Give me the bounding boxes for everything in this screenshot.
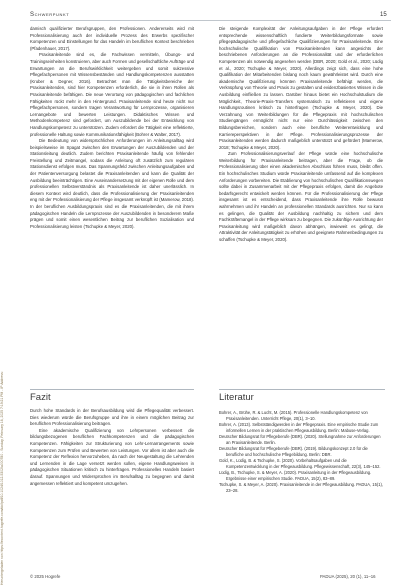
copyright-footer: © 2025 Hogrefe bbox=[30, 574, 61, 579]
body-paragraph: Zum Professionalisierungsverlauf der Pflege würde eine hochschulische Weiterbildung für Praxisanleitende beitragen, aber die Frage, ob die Professionalisierung über einen akademischen Abschluss führen muss, bleibt offen. Ein hochschulisches Studium würde Praxisanleitende umfassend auf die komplexen Anforderungen vorbereiten. Die Etablierung von hochschulischen Qualifikationswegen sollte dabei in Zusammenarbeit mit der Pflegepraxis erfolgen, damit die Angebote bedarfsgerecht entwickelt werden können. Für die Professionalisierung der Pflege insgesamt ist es entscheidend, dass Praxisanleitende ihre Rolle bewusst wahrnehmen und ihr Handeln an professionellen Standards ausrichten. Nur so kann es gelingen, die Qualität der Ausbildung nachhaltig zu sichern und dem Fachkräftemangel in der Pflege wirksam zu begegnen. Die zukünftige Ausrichtung der Praxisanleitung wird maßgeblich davon abhängen, inwieweit es gelingt, die Attraktivität der Anleitungstätigkeit zu erhöhen und geeignete Rahmenbedingungen zu schaffen (Tschupke & Meyer, 2020). bbox=[219, 151, 383, 242]
download-watermark: Heruntergeladen von https://econtent.hogrefe.com/doi/pdf/10.1024/1012-5302/a000780 - Sunday, February 16, 2025 7:19:21 PM - IP Address: bbox=[0, 371, 4, 585]
reference-list bbox=[219, 410, 385, 570]
header-divider bbox=[30, 20, 391, 21]
reference-item: Tschupke, S. & Meyer, A. (2020). Praxisanleitende in der Pflegeausbildung. PADUA, 15(1), 23–28. bbox=[219, 482, 383, 493]
reference-item: Gold, K., Lüdig, B. & Tschupke, S. (2020). Vorbehaltsaufgaben und die Kompetenzentwicklung in der Pflegeausbildung. Pflegewissenschaft, 22(3), 145–152. bbox=[219, 458, 381, 469]
fazit-heading: Fazit bbox=[30, 392, 51, 403]
body-paragraph: damisch qualifizierter Berufsgruppen, den Professionen. Andererseits wird mit Professionalisierung auch der individuelle Prozess des Erwerbs spezifischer Kompetenzen und Einstellungen für das Handeln im beruflichen Kontext beschrieben (Pfadenhauer, 2017). bbox=[30, 26, 194, 51]
page-number: 15 bbox=[380, 12, 387, 18]
literatur-divider bbox=[219, 389, 385, 390]
fazit-text bbox=[30, 408, 194, 570]
section-header-title: Schwerpunkt bbox=[30, 12, 70, 18]
fazit-divider bbox=[30, 389, 194, 390]
reference-item: Bohrer, A. (2013). Selbstständigwerden in der Pflegepraxis. Eine empirische Studie zum informellen Lernen in der praktischen Pflegeausbildung. Berlin: Mabuse-Verlag. bbox=[219, 422, 379, 433]
reference-item: Bohrer, A., Brühe, R. & Lucht, M. (2015). Professionelle Handlungskompetenz von Praxisanleitenden. Unterricht Pflege, 20(1), 3–10. bbox=[219, 410, 368, 421]
body-paragraph: Die Bedeutung von widersprüchlichen Anforderungen im Anleitungsalltag wird beispielsweise im Spagat zwischen den Erwartungen der Auszubildenden und der Stationsleitung deutlich. Zudem berichten Praxisanleitende häufig von fehlender Freistellung und Zeitmangel, sodass die Anleitung oft zusätzlich zum regulären Stationsdienst erfolgen muss. Das Spannungsfeld zwischen Anleitungsaufgaben und der Patientenversorgung belastet die Praxisanleitenden und kann die Qualität der Ausbildung beeinträchtigen. Eine Auseinandersetzung mit der eigenen Rolle und dem professionellen Selbstverständnis als Praxisanleitende ist daher unerlässlich. In diesem Kontext wird deutlich, dass die Professionalisierung der Praxisanleitenden eng mit der Professionalisierung der Pflege insgesamt verknüpft ist (Mamerow, 2018). In der beruflichen Ausbildungspraxis sind es die Praxisanleitenden, die mit ihrem pädagogischen Handeln die Lernprozesse der Auszubildenden in besonderem Maße prägen und somit einen wesentlichen Beitrag zur beruflichen Sozialisation und Professionalisierung leisten (Tschupke & Meyer, 2020). bbox=[30, 138, 194, 229]
journal-citation-footer: PADUA (2025), 20 (1), 11–16 bbox=[320, 574, 376, 579]
body-paragraph: Durch hohe Standards in der Berufsausbildung wird die Pflegequalität verbessert. Dies wiederum würde die Berufsgruppe und ihre in einem möglichen Beitrag zur beruflichen Professionalisierung beitragen. bbox=[30, 408, 194, 427]
literatur-heading: Literatur bbox=[219, 392, 254, 403]
body-paragraph: Praxisanleitende sind es, die Fachwissen vermitteln, Übungs- und Trainingseinheiten konstruieren, aber auch Formen und gesellschaftliche Aufträge und Erwartungen an die Berufswirklichkeit weitergeben und somit sukzessive Pflegefachpersonen mit Wissensbeständen und Handlungskompetenzen ausstatten (Kruber & Degner, 2016). Betrachtet man die Tätigkeitsbereiche der Praxisanleitenden, sind hier Kompetenzen erforderlich, die sie in ihren Rollen als Praxisanleitende befähigen. Die neue Verortung von pädagogischen und fachlichen Fähigkeiten rückt mehr in den Hintergrund. Praxisanleitende sind heute nicht nur Pflegefachpersonen, sondern tragen Verantwortung für Lernprozesse, organisieren Lernangebote und bewerten Leistungen. Didaktisches Wissen und Methodenkompetenz sind gefordert, um Auszubildende bei der Entwicklung von Handlungskompetenz zu unterstützen. Zudem erfordert die Tätigkeit eine reflektierte, professionelle Haltung sowie Kommunikationsfähigkeit (Bohrer & Walter, 2017). bbox=[30, 52, 194, 137]
right-text-column bbox=[219, 26, 383, 383]
body-paragraph: Eine akademische Qualifizierung von Lehrpersonen verbessert die bildungsbezogenen beruflichen Fachkompetenzen und die pädagogischen Kompetenzen. Fähigkeiten zur Strukturierung von Lehr-Lernarrangements sowie Kompetenzen zum Prüfen und Bewerten von Leistungen. Vor allem ist aber auch die Kompetenz der Reflexion hervorzuheben, da nach der Neugestaltung die Lehrenden und Lernenden in die Lage versetzt werden sollen, eigene Handlungsweisen in pädagogischen Situationen kritisch zu hinterfragen. Professionelles Handeln basiert darauf. Spannungen und Widersprüchen im Berufsalltag zu begegnen und damit angemessen reflektiert und kompetent umzugehen. bbox=[30, 427, 194, 486]
reference-item: Deutscher Bildungsrat für Pflegeberufe (DBR). (2019). Bildungskonzept 2.0 für die berufliche und hochschulische Pflegebildung. Berlin: DBR. bbox=[219, 446, 368, 457]
reference-item: Deutscher Bildungsrat für Pflegeberufe (DBR). (2020). Stellungnahme zur Anforderungen an Praxisanleitende. Berlin. bbox=[219, 434, 381, 445]
left-text-column bbox=[30, 26, 194, 383]
reference-item: Lüdig, B., Tschupke, S. & Meyer, A. (2020). Praxisanleitung in der Pflegeausbildung. Ergebnisse einer empirischen Studie. PADUA, 15(2), 83–89. bbox=[219, 470, 372, 481]
body-paragraph: Die steigende Komplexität der Anleitungsaufgaben in der Pflege erfordert entsprechende wissenschaftlich fundierte Weiterbildungsformate sowie pflegepädagogische und pflegefachliche Qualifizierungen für Praxisanleitende. Eine hochschulische Qualifikation von Praxisanleitenden kann angesichts der beschriebenen Anforderungen an die Professionalität und der erforderlichen Kompetenzen als notwendig angesehen werden (DBR, 2020; Gold et al., 2020; Lüdig et al., 2020; Tschupke & Meyer, 2020). Allerdings zeigt sich, dass eine hohe Qualifikation der Mitarbeitenden bislang noch kaum gewährleistet wird. Durch eine akademische Qualifizierung könnten Praxisanleitende befähigt werden, die Verknüpfung von Theorie und Praxis zu gestalten und evidenzbasiertes Wissen in die Ausbildung einfließen zu lassen. Darüber hinaus bietet ein Hochschulstudium die Möglichkeit, Theorie-Praxis-Transfers systematisch zu reflektieren und eigene Handlungsroutinen kritisch zu hinterfragen (Tschupke & Meyer, 2020). Die Verzahnung von Weiterbildungen für die Pflegepraxis mit hochschulischen Studiengängen ermöglicht nicht nur eine Durchlässigkeit zwischen den Bildungsbereichen, sondern auch eine berufliche Weiterentwicklung und Karriereperspektiven in der Pflege. Professionalisierungsprozesse der Praxisanleitenden werden dadurch maßgeblich unterstützt und gefördert (Mamerow, 2018; Tschupke & Meyer, 2020). bbox=[219, 26, 383, 150]
